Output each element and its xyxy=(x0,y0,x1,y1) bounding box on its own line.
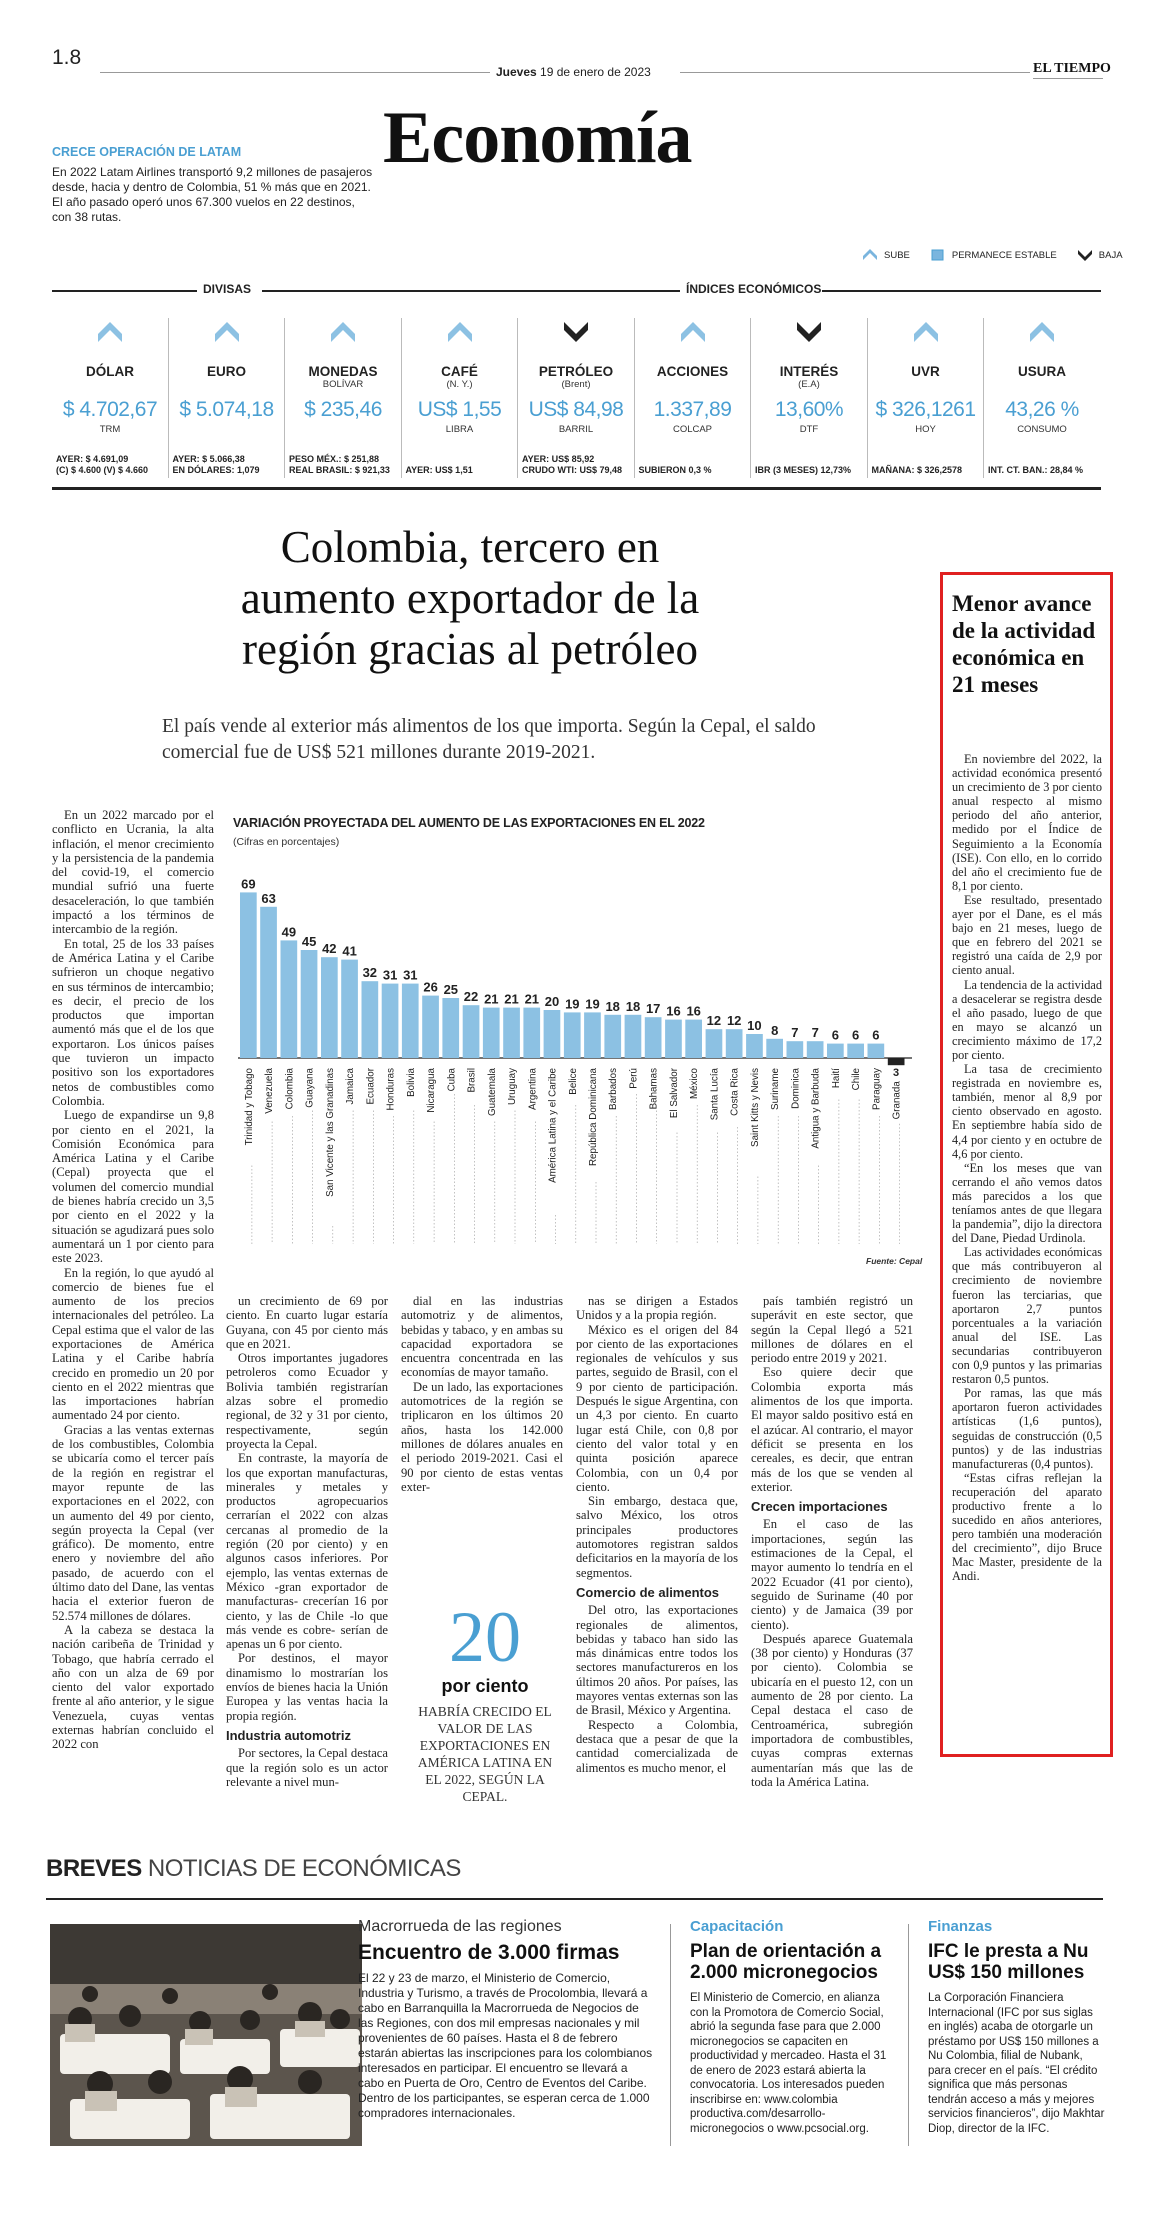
down-trend-icon xyxy=(795,318,823,346)
indicator-sub: (N. Y.) xyxy=(446,379,473,390)
indicator-divider xyxy=(401,318,402,478)
indicator-name: PETRÓLEO xyxy=(538,364,614,379)
indicator-unit: HOY xyxy=(915,424,936,435)
chart-bar xyxy=(726,1029,743,1058)
chart-value-label: 21 xyxy=(484,991,499,1007)
column-paragraph: Del otro, las exportaciones regionales de alimentos, bebidas y tabaco han sido las más dinámicas entre todos los sectores manufactureros en los últimos 20 años. Por países, las mayores ventas externas son las de Brasil, México y Argentina. xyxy=(576,1603,738,1718)
chart-bar xyxy=(665,1020,682,1058)
chart-category-label: Haití xyxy=(830,1068,842,1089)
indicator-divider xyxy=(284,318,285,478)
up-trend-icon xyxy=(96,318,124,346)
chart-value-label: 3 xyxy=(893,1067,900,1080)
chart-value-label: 63 xyxy=(261,890,276,906)
divisas-label: DIVISAS xyxy=(203,282,252,296)
chart-bar xyxy=(483,1008,500,1058)
indicator-value: 1.337,89 xyxy=(653,398,732,421)
chart-category-label: Antigua y Barbuda xyxy=(810,1068,822,1149)
breve-body: La Corporación Financiera Internacional (IFC por sus siglas en inglés) acaba de otorgarle un préstamo por US$ 150 millones a Nu Colombia, filial de Nubank, para crecer en el país. “El crédito significa que más personas tendrán acceso a más y mejores servicios financieros”, dijo Makhtar Diop, director de la IFC. xyxy=(928,1992,1105,2135)
chart-subtitle: (Cifras en porcentajes) xyxy=(233,836,340,848)
chart-category-label: Cuba xyxy=(446,1068,458,1092)
chart-value-label: 16 xyxy=(686,1003,701,1019)
chart-bar xyxy=(584,1012,601,1058)
breve-headline: IFC le presta a Nu US$ 150 millones xyxy=(928,1941,1089,1983)
indicator-unit: CONSUMO xyxy=(1017,424,1067,435)
indicator-divider xyxy=(168,318,169,478)
chart-category-label: Colombia xyxy=(284,1068,296,1110)
chart-category-label: Dominica xyxy=(790,1068,802,1109)
conference-photo-art xyxy=(50,1924,362,2146)
headline-line-1: Colombia, tercero en xyxy=(280,522,660,572)
indicator-unit: LIBRA xyxy=(445,424,474,435)
article-column-3 xyxy=(401,1294,563,1494)
indicator-footnote: SUBIERON 0,3 % xyxy=(638,464,712,475)
breve-macrorrueda xyxy=(358,1918,656,2121)
chart-bar xyxy=(260,907,277,1058)
chart-category-label: Venezuela xyxy=(264,1068,276,1114)
indicator-footnote: AYER: $ 4.691,09 (C) $ 4.600 (V) $ 4.660 xyxy=(56,454,149,475)
breve-separator-1 xyxy=(670,1924,671,2146)
chart-category-label: Suriname xyxy=(770,1068,782,1110)
column-paragraph: En un 2022 marcado por el conflicto en Ucrania, la alta inflación, el menor crecimiento y la persistencia de la pandemia del covid-19, el comercio mundial sufrió una fuerte desaceleración, lo que también impactó a los términos de intercambio de la región. xyxy=(52,808,214,937)
breve-headline: Encuentro de 3.000 firmas xyxy=(358,1941,620,1964)
chart-category-label: Guayana xyxy=(304,1068,316,1108)
chart-value-label: 17 xyxy=(645,1001,661,1017)
chart-category-label: El Salvador xyxy=(669,1068,680,1119)
indicator-name: DÓLAR xyxy=(86,364,134,379)
chart-category-label: Saint Kitts y Nevis xyxy=(749,1068,761,1147)
indicator-footnote: INT. CT. BAN.: 28,84 % xyxy=(988,464,1084,475)
indicator-3 xyxy=(285,314,401,479)
date-rest: 19 de enero de 2023 xyxy=(540,65,651,79)
indices-label: ÍNDICES ECONÓMICOS xyxy=(686,282,822,296)
column-paragraph: Otros importantes jugadores petroleros como Ecuador y Bolivia también registrarían alzas sobre el promedio regional, de 32 y 31 por ciento, respectivamente, según proyecta la Cepal. xyxy=(226,1351,388,1451)
up-trend-icon xyxy=(912,318,940,346)
sidebar-body xyxy=(952,752,1102,1584)
conference-photo xyxy=(50,1924,362,2146)
chart-bar xyxy=(604,1015,621,1058)
chart-category-label: Brasil xyxy=(466,1068,478,1093)
date-weekday: Jueves xyxy=(496,65,537,79)
chart-value-label: 25 xyxy=(443,982,459,997)
chart-value-label: 12 xyxy=(726,1013,742,1029)
chart-bar xyxy=(868,1044,885,1058)
chart-bar xyxy=(503,1008,520,1058)
header-rule-bottom xyxy=(1033,78,1103,79)
indicator-6 xyxy=(635,314,751,479)
indicator-9 xyxy=(984,314,1100,479)
indicator-value: $ 4.702,67 xyxy=(62,398,158,421)
chart-bar xyxy=(827,1044,844,1058)
column-paragraph: En el caso de las importaciones, según las estimaciones de la Cepal, el mayor aumento lo tendría en el 2022 Ecuador (41 por ciento), seguido de Suriname (40 por ciento) y de Jamaica (39 por ciento). xyxy=(751,1517,913,1632)
chart-value-label: 31 xyxy=(382,967,398,983)
breve-category: Macrorrueda de las regiones xyxy=(358,1918,562,1935)
indicator-unit: TRM xyxy=(99,424,121,435)
breve-headline: Plan de orientación a 2.000 micronegocios xyxy=(690,1941,882,1983)
indicator-name: MONEDAS xyxy=(308,364,378,379)
indicator-value: 13,60% xyxy=(774,398,844,421)
chart-bar xyxy=(787,1041,804,1058)
chart-category-label: Granada xyxy=(891,1081,903,1120)
page-number: 1.8 xyxy=(52,46,82,69)
column-paragraph: “En los meses que van cerrando el año vemos datos más parecidos a los que teníamos antes de que llegara la pandemia”, dijo la directora del Dane, Piedad Urdinola. xyxy=(952,1160,1102,1246)
indicator-footnote: PESO MÉX.: $ 251,88 REAL BRASIL: $ 921,33 xyxy=(289,454,390,475)
chart-bar xyxy=(240,892,257,1058)
header-rule-right xyxy=(680,72,1030,73)
up-trend-icon xyxy=(1028,318,1056,346)
indicator-footnote: IBR (3 MESES) 12,73% xyxy=(755,464,852,475)
chart-category-label: Costa Rica xyxy=(729,1068,741,1116)
indicator-value: $ 5.074,18 xyxy=(179,398,274,421)
down-trend-icon xyxy=(562,318,590,346)
chart-bar xyxy=(807,1041,824,1058)
indicator-2 xyxy=(169,314,285,479)
chart-category-label: América Latina y el Caribe xyxy=(547,1068,559,1183)
up-trend-icon xyxy=(679,318,707,346)
chart-category-label: Trinidad y Tobago xyxy=(243,1068,255,1146)
up-arrow-icon xyxy=(862,248,878,262)
chart-value-label: 18 xyxy=(605,998,620,1014)
column-subhead: Comercio de alimentos xyxy=(576,1584,720,1600)
breve-body: El 22 y 23 de marzo, el Ministerio de Comercio, Industria y Turismo, a través de Procolombia, llevará a cabo en Barranquilla la Macrorrueda de Negocios de las Regiones, con dos mil empresas nacionales y mil provenientes de 60 países. Hasta el 8 de febrero estarán abiertas las inscripciones para los colombianos interesados en participar. El encuentro se llevará a cabo en Puerta de Oro, Centro de Eventos del Caribe. Dentro de los participantes, se esperan cerca de 1.000 compradores internacionales. xyxy=(358,1971,653,2120)
legend-up: SUBE xyxy=(884,249,910,261)
top-brief-text: En 2022 Latam Airlines transportó 9,2 millones de pasajeros desde, hacia y dentro de Colombia, 51 % más que en 2021. El año pasado operó unos 67.300 vuelos en 22 destinos, con 38 rutas. xyxy=(52,165,373,224)
column-paragraph: En total, 25 de los 33 países de América Latina y el Caribe sufrieron un choque negativo en sus términos de intercambio; es decir, el precio de los productos que importan aumentó más que el de los que exportaron. Los únicos países que tuvieron un impacto positivo son los exportadores netos de combustibles como Colombia. xyxy=(52,936,214,1108)
chart-value-label: 32 xyxy=(362,965,378,981)
indicator-divider xyxy=(517,318,518,478)
chart-value-label: 49 xyxy=(281,924,297,940)
chart-bar xyxy=(625,1015,642,1058)
indicators-top-rule-mid xyxy=(262,290,680,292)
column-paragraph: Luego de expandirse un 9,8 por ciento en el 2021, la Comisión Económica para América Latina y el Caribe (Cepal) proyecta que el volumen del comercio mundial de bienes habría crecido un 3,5 por ciento en el 2022 y la situación se agudizará pues solo aumentará un 1 por ciento para este 2023. xyxy=(52,1108,214,1266)
trend-legend xyxy=(862,248,1123,262)
chart-value-label: 7 xyxy=(811,1025,819,1041)
sidebar-headline: Menor avance de la actividad económica en 21 meses xyxy=(952,591,1096,697)
indicator-sub xyxy=(52,379,168,390)
export-growth-chart xyxy=(232,852,924,1272)
chart-bar xyxy=(888,1058,905,1065)
chart-category-label: Bolivia xyxy=(405,1068,417,1097)
breves-label-bold: BREVES xyxy=(46,1855,142,1882)
indicator-name: INTERÉS xyxy=(779,364,839,379)
indicator-sub: (Brent) xyxy=(561,379,591,390)
column-paragraph: Por ramas, las que más aportaron fueron actividades artísticas (1,6 puntos), seguidas de construcción (0,5 puntos) y de las industrias manufactureras (0,4 puntos). xyxy=(952,1386,1102,1471)
chart-category-label: Jamaica xyxy=(345,1068,357,1105)
chart-category-label: República Dominicana xyxy=(588,1068,599,1167)
column-paragraph: Las actividades económicas que más contribuyeron al crecimiento de noviembre fueron las terciarias, que aportaron 2,7 puntos porcentuales a la variación anual del ISE. Las secundarias contribuyeron con 0,9 puntos y las primarias restaron 0,5 puntos. xyxy=(952,1245,1102,1387)
chart-value-label: 19 xyxy=(585,996,600,1012)
headline-line-2: aumento exportador de la xyxy=(240,573,700,623)
indicator-name: ACCIONES xyxy=(656,364,729,379)
column-paragraph: Eso quiere decir que Colombia exporta más alimentos de los que importa. El mayor saldo positivo está en el azúcar. Al contrario, el mayor déficit se presenta en los cereales, es decir, que entran más de los que se venden al exterior. xyxy=(751,1365,913,1494)
chart-bar xyxy=(341,960,358,1058)
stable-square-icon xyxy=(930,248,946,262)
chart-bar xyxy=(847,1044,864,1058)
chart-bar xyxy=(362,981,379,1058)
breve-finanzas xyxy=(928,1918,1106,2136)
chart-bar xyxy=(523,1008,540,1058)
top-brief xyxy=(52,145,374,225)
indicator-divider xyxy=(983,318,984,478)
column-paragraph: En contraste, la mayoría de los que exportan manufacturas, minerales y metales y productos agropecuarios cerrarían el 2022 con alzas cercanas al promedio de la región (20 por ciento) y en algunos casos inferiores. Por ejemplo, las ventas externas de México -gran exportador de manufacturas- crecerían 16 por ciento, y las de Chile -lo que más vende es cobre- serían de apenas un 6 por ciento. xyxy=(226,1451,388,1652)
chart-category-label: Argentina xyxy=(527,1068,539,1110)
indicator-name: EURO xyxy=(206,364,246,379)
chart-bar xyxy=(422,996,439,1058)
article-column-2 xyxy=(226,1294,388,1789)
indicator-divider xyxy=(750,318,751,478)
chart-bar xyxy=(382,984,399,1058)
column-paragraph: Después aparece Guatemala (38 por ciento) y Honduras (37 por ciento). Colombia se ubicaría en el puesto 12, con un aumento de 28 por ciento. La Cepal destaca el caso de Centroamérica, subregión importadora de combustibles, cuyas compras externas aumentarían más que las de toda la América Latina. xyxy=(751,1631,913,1789)
chart-value-label: 6 xyxy=(831,1027,840,1043)
chart-value-label: 18 xyxy=(625,998,641,1014)
chart-category-label: Santa Lucía xyxy=(709,1068,721,1121)
chart-value-label: 20 xyxy=(544,994,560,1009)
column-paragraph: Gracias a las ventas externas de los combustibles, Colombia se ubicaría como el tercer país de la región en registrar el mayor repunte de las exportaciones en el 2022, con un aumento del 49 por ciento, según proyecta la Cepal (ver gráfico). De momento, entre enero y noviembre del año pasado, de acuerdo con el último dato del Dane, las ventas hacia el exterior fueron de 52.574 millones de dólares. xyxy=(52,1422,214,1623)
indicator-sub xyxy=(635,379,751,390)
column-paragraph: En la región, lo que ayudó al comercio de bienes fue el aumento de los precios internacionales del petróleo. La Cepal estima que el valor de las exportaciones de América Latina y el Caribe habría crecido en promedio un 20 por ciento en el 2022 mientras que las importaciones habrían aumentado 24 por ciento. xyxy=(52,1265,214,1423)
chart-value-label: 21 xyxy=(524,991,540,1007)
chart-value-label: 26 xyxy=(423,979,438,995)
chart-value-label: 7 xyxy=(791,1025,799,1041)
chart-bar xyxy=(402,984,419,1058)
breve-separator-2 xyxy=(908,1924,909,2146)
chart-bar xyxy=(564,1012,581,1058)
legend-stable: PERMANECE ESTABLE xyxy=(951,249,1057,261)
chart-category-label: San Vicente y las Granadinas xyxy=(324,1068,336,1197)
indicator-7 xyxy=(751,314,867,479)
indicator-1 xyxy=(52,314,168,479)
chart-category-label: Perú xyxy=(628,1068,640,1089)
column-paragraph: Respecto a Colombia, destaca que a pesar de que la cantidad comercializada de alimentos es mucho menor, el xyxy=(576,1717,738,1775)
top-brief-title: CRECE OPERACIÓN DE LATAM xyxy=(52,145,242,159)
breve-body: El Ministerio de Comercio, en alianza con la Promotora de Comercio Social, abrió la segunda fase para que 2.000 micronegocios se capaciten en productividad y mercadeo. Hasta el 31 de enero de 2023 estará abierta la convocatoria. Los interesados pueden inscribirse en: www.colombia productiva.com/desarrollo-micronegocios o www.pcsocial.org. xyxy=(690,1992,887,2135)
indicator-unit: DTF xyxy=(799,424,819,435)
legend-down: BAJA xyxy=(1098,249,1123,261)
headline-line-3: región gracias al petróleo xyxy=(241,624,699,674)
pull-quote-label: por ciento xyxy=(441,1676,529,1696)
chart-value-label: 6 xyxy=(872,1027,880,1043)
indicators-top-rule-left xyxy=(52,290,197,292)
column-paragraph: Sin embargo, destaca que, salvo México, los otros principales productores automotores registran saldos deficitarios en la mayoría de los segmentos. xyxy=(576,1494,738,1580)
chart-category-label: Bahamas xyxy=(648,1068,660,1110)
chart-bar xyxy=(321,957,338,1058)
indicator-unit: BARRIL xyxy=(558,424,594,435)
article-deck: El país vende al exterior más alimentos de los que importa. Según la Cepal, el saldo comercial fue de US$ 521 millones durante 2019-2021. xyxy=(162,716,816,763)
section-title: Economía xyxy=(383,97,692,179)
indicator-value: 43,26 % xyxy=(1005,398,1079,421)
article-column-1 xyxy=(52,808,214,1752)
indicator-footnote: AYER: US$ 85,92 CRUDO WTI: US$ 79,48 xyxy=(522,454,623,475)
chart-value-label: 41 xyxy=(342,943,357,959)
chart-value-label: 10 xyxy=(747,1018,762,1033)
chart-value-label: 12 xyxy=(706,1013,722,1029)
breve-category: Finanzas xyxy=(928,1918,993,1935)
column-paragraph: país también registró un superávit en este sector, que según la Cepal llegó a 521 millones de dólares en el periodo entre 2019 y 2021. xyxy=(751,1294,913,1366)
header-rule-left xyxy=(100,72,490,73)
indicator-value: $ 235,46 xyxy=(304,398,382,421)
column-paragraph: Por destinos, el mayor dinamismo lo mostrarían los envíos de bienes hacia la Unión Europea y las ventas hacia la propia región. xyxy=(226,1651,388,1723)
page-date xyxy=(496,65,651,79)
indicators-bottom-rule xyxy=(52,487,1101,490)
newspaper-name[interactable]: EL TIEMPO xyxy=(1033,61,1111,76)
indicator-footnote: MAÑANA: $ 326,2578 xyxy=(871,464,963,475)
indicators-top-rule-right xyxy=(822,290,1101,292)
chart-value-label: 45 xyxy=(301,934,317,949)
chart-bar xyxy=(442,998,459,1058)
chart-value-label: 6 xyxy=(851,1027,860,1043)
indicator-value: $ 326,1261 xyxy=(875,398,976,421)
column-paragraph: En noviembre del 2022, la actividad económica presentó un crecimiento de 3 por ciento anual respecto al mismo periodo del año anterior, medido por el Índice de Seguimiento a la Economía (ISE). Con ello, en lo corrido del año el crecimiento fue de 8,1 por ciento. xyxy=(952,752,1102,893)
indicator-4 xyxy=(402,314,518,479)
indicator-footnote: AYER: $ 5.066,38 EN DÓLARES: 1,079 xyxy=(172,454,260,475)
indicator-sub xyxy=(984,379,1100,390)
chart-bar xyxy=(685,1020,702,1058)
chart-bar xyxy=(766,1039,783,1058)
indicator-sub: BOLÍVAR xyxy=(322,379,364,390)
column-paragraph: un crecimiento de 69 por ciento. En cuarto lugar estaría Guyana, con 45 por ciento más que en 2021. xyxy=(226,1294,388,1351)
chart-value-label: 16 xyxy=(666,1003,681,1019)
indicator-sub: (E.A) xyxy=(798,379,820,390)
indicator-5 xyxy=(518,314,634,479)
indicator-divider xyxy=(867,318,868,478)
chart-category-label: Belice xyxy=(567,1068,579,1095)
indicator-divider xyxy=(634,318,635,478)
column-paragraph: La tendencia de la actividad a desacelerar se registra desde el año pasado, luego de que en mayo se alcanzó un crecimiento máximo de 17,2 por ciento. xyxy=(952,977,1102,1062)
indicator-unit: COLCAP xyxy=(672,424,713,435)
chart-value-label: 8 xyxy=(771,1022,779,1038)
chart-bar xyxy=(544,1010,561,1058)
indicator-footnote: AYER: US$ 1,51 xyxy=(405,464,473,475)
breves-label-rest: NOTICIAS DE ECONÓMICAS xyxy=(147,1855,461,1882)
chart-bar xyxy=(746,1034,763,1058)
chart-category-label: Ecuador xyxy=(365,1068,377,1105)
chart-value-label: 42 xyxy=(322,941,337,957)
up-trend-icon xyxy=(213,318,241,346)
indicator-name: UVR xyxy=(911,364,940,379)
chart-category-label: Honduras xyxy=(385,1068,397,1111)
column-subhead: Industria automotriz xyxy=(226,1727,351,1743)
chart-category-label: Barbados xyxy=(608,1068,620,1110)
chart-bar xyxy=(301,950,318,1058)
article-column-4 xyxy=(576,1294,738,1775)
pull-quote-number: 20 xyxy=(449,1597,521,1677)
chart-category-label: Paraguay xyxy=(871,1068,883,1110)
chart-value-label: 31 xyxy=(403,967,418,983)
chart-category-label: Uruguay xyxy=(507,1068,518,1106)
column-paragraph: La tasa de crecimiento registrada en noviembre es, también, menor al 8,9 por ciento observado en agosto. En septiembre había sido de 4,4 por ciento y en octubre de 4,6 por ciento. xyxy=(952,1062,1102,1161)
column-subhead: Crecen importaciones xyxy=(751,1499,888,1515)
chart-bar xyxy=(706,1029,723,1058)
chart-bar xyxy=(281,940,298,1058)
chart-category-label: México xyxy=(689,1068,701,1100)
breve-capacitacion xyxy=(690,1918,888,2136)
chart-value-label: 22 xyxy=(463,989,479,1005)
article-headline xyxy=(120,522,820,675)
pull-quote-text: HABRÍA CRECIDO EL VALOR DE LAS EXPORTACIONES EN AMÉRICA LATINA EN EL 2022, SEGÚN LA CEPAL. xyxy=(417,1704,553,1804)
column-paragraph: Ese resultado, presentado ayer por el Dane, es el más bajo en 21 meses, luego de que en febrero del 2021 se registró una caída de 2,9 por ciento anual. xyxy=(952,892,1102,978)
indicator-name: USURA xyxy=(1017,364,1066,379)
chart-title: VARIACIÓN PROYECTADA DEL AUMENTO DE LAS EXPORTACIONES EN EL 2022 xyxy=(233,816,705,830)
indicator-value: US$ 84,98 xyxy=(528,398,624,421)
breves-rule xyxy=(46,1898,1103,1900)
column-paragraph: “Estas cifras reflejan la recuperación del aparato productivo frente a lo sucedido en años anteriores, pero también una moderación del crecimiento”, dijo Bruce Mac Master, presidente de la Andi. xyxy=(952,1470,1102,1584)
up-trend-icon xyxy=(446,318,474,346)
up-trend-icon xyxy=(329,318,357,346)
column-paragraph: nas se dirigen a Estados Unidos y a la propia región. xyxy=(576,1294,738,1323)
column-paragraph: De un lado, las exportaciones automotrices de la región se triplicaron en los últimos 20 años, hasta los 142.000 millones de dólares anuales en el periodo 2019-2021. Casi el 90 por ciento de estas ventas exter- xyxy=(401,1379,563,1494)
pull-quote xyxy=(410,1597,560,1805)
article-column-5 xyxy=(751,1294,913,1789)
indicator-8 xyxy=(868,314,984,479)
column-paragraph: México es el origen del 84 por ciento de las exportaciones regionales de vehículos y sus partes, seguido de Brasil, con el 9 por ciento de participación. Después le sigue Argentina, con un 4,3 por ciento. En cuarto lugar está Chile, con 0,8 por ciento del valor total y en quinta posición aparece Colombia, con un 0,4 por ciento. xyxy=(576,1322,738,1494)
chart-category-label: Guatemala xyxy=(486,1068,498,1116)
column-paragraph: A la cabeza se destaca la nación caribeña de Trinidad y Tobago, que habría cerrado el año con un alza de 69 por ciento del valor exportado frente al año anterior, y le sigue Venezuela, cuyas ventas externas habrían concluido el 2022 con xyxy=(52,1622,214,1752)
indicator-sub xyxy=(868,379,984,390)
breves-header xyxy=(46,1855,461,1883)
chart-value-label: 69 xyxy=(241,876,256,892)
chart-value-label: 19 xyxy=(565,996,580,1012)
chart-category-label: Nicaragua xyxy=(426,1068,438,1113)
chart-value-label: 21 xyxy=(504,991,519,1007)
chart-source: Fuente: Cepal xyxy=(866,1256,923,1266)
column-paragraph: Por sectores, la Cepal destaca que la región solo es un actor relevante a nivel mun- xyxy=(226,1746,388,1789)
chart-bar xyxy=(645,1017,662,1058)
chart-bar xyxy=(463,1005,480,1058)
indicator-name: CAFÉ xyxy=(441,364,478,379)
breve-category: Capacitación xyxy=(690,1918,784,1935)
column-paragraph: dial en las industrias automotriz y de alimentos, bebidas y tabaco, y en ambas su capacidad exportadora se encuentra concentrada en las economías de mayor tamaño. xyxy=(401,1294,563,1380)
indicator-value: US$ 1,55 xyxy=(417,398,502,421)
indicator-sub xyxy=(169,379,285,390)
down-arrow-icon xyxy=(1077,248,1093,262)
chart-category-label: Chile xyxy=(851,1068,863,1091)
